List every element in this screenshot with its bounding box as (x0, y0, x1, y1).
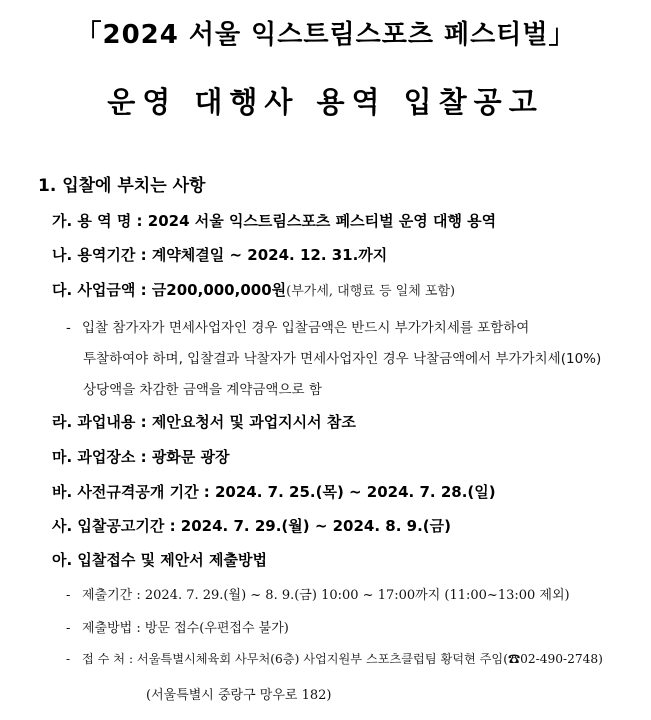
item-ra-task-content: 라. 과업내용 : 제안요청서 및 과업지시서 참조 (52, 413, 356, 431)
item-na-service-period: 나. 용역기간 : 계약체결일 ~ 2024. 12. 31.까지 (52, 246, 388, 264)
budget-amount: 다. 사업금액 : 금200,000,000원 (52, 281, 287, 299)
budget-paren-note: (부가세, 대행료 등 일체 포함) (286, 284, 456, 299)
budget-note-line1 (66, 316, 529, 336)
bullet-dash: - (66, 621, 71, 636)
submission-method-text: 제출방법 : 방문 접수(우편접수 불가) (82, 621, 289, 636)
item-a-submission-method: 아. 입찰접수 및 제안서 제출방법 (52, 551, 267, 569)
document-title-line1: 「2024 서울 익스트림스포츠 페스티벌」 (75, 20, 576, 50)
bullet-dash: - (66, 652, 71, 666)
item-ba-pre-disclosure-period: 바. 사전규격공개 기간 : 2024. 7. 25.(목) ~ 2024. 7. 28.(일) (52, 483, 496, 501)
item-ma-task-location: 마. 과업장소 : 광화문 광장 (52, 448, 230, 466)
item-ga-service-name: 가. 용 역 명 : 2024 서울 익스트림스포츠 페스티벌 운영 대행 용역 (52, 212, 497, 230)
submission-method-note (66, 617, 289, 636)
budget-note-line3: 상당액을 차감한 금액을 계약금액으로 함 (83, 382, 322, 398)
document-title-line2: 운영 대행사 용역 입찰공고 (107, 85, 544, 119)
submission-place-note (66, 650, 603, 667)
submission-address: (서울특별시 중랑구 망우로 182) (146, 688, 332, 703)
section-heading: 1. 입찰에 부치는 사항 (38, 176, 206, 196)
budget-note-text1: 입찰 참가자가 면세사업자인 경우 입찰금액은 반드시 부가가치세를 포함하여 (82, 320, 530, 336)
bullet-dash: - (66, 320, 71, 336)
submission-period-note (66, 584, 570, 603)
submission-place-text: 접 수 처 : 서울특별시체육회 사무처(6층) 사업지원부 스포츠클럽팀 황덕현 주임(☎02-490-2748) (82, 652, 603, 666)
submission-period-text: 제출기간 : 2024. 7. 29.(월) ~ 8. 9.(금) 10:00 ~ 17:00까지 (11:00~13:00 제외) (82, 588, 570, 603)
item-da-budget (52, 279, 455, 300)
item-sa-notice-period: 사. 입찰공고기간 : 2024. 7. 29.(월) ~ 2024. 8. 9.(금) (52, 517, 451, 535)
budget-note-line2: 투찰하여야 하며, 입찰결과 낙찰자가 면세사업자인 경우 낙찰금액에서 부가가치세(10%) (83, 351, 602, 367)
bullet-dash: - (66, 588, 71, 603)
